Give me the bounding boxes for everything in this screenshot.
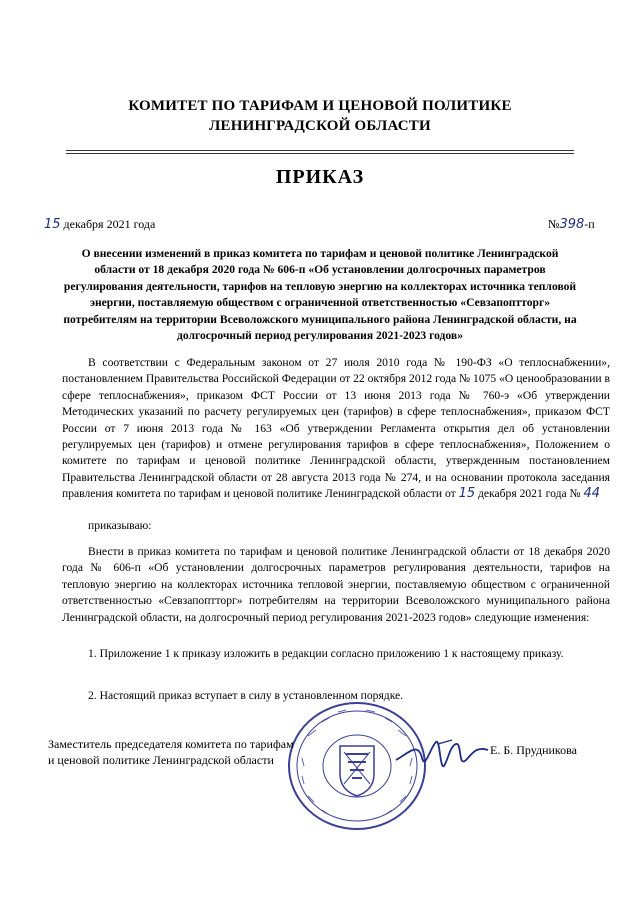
order-date-rest: декабря 2021 года [63, 217, 156, 231]
signatory-position-line2: и ценовой политике Ленинградской области [48, 753, 274, 767]
signatory-name: Е. Б. Прудникова [490, 743, 577, 757]
item-1: 1. Приложение 1 к приказу изложить в редакции согласно приложению 1 к настоящему приказу. [88, 647, 564, 660]
order-date [44, 216, 155, 233]
signatory-position-line1: Заместитель председателя комитета по тарифам [48, 737, 294, 751]
handwritten-signature [392, 730, 492, 780]
order-number-value: 398 [559, 217, 585, 232]
order-number-prefix: № [548, 217, 560, 231]
committee-name-line1: КОМИТЕТ ПО ТАРИФАМ И ЦЕНОВОЙ ПОЛИТИКЕ [128, 98, 512, 114]
committee-name-line2: ЛЕНИНГРАДСКОЙ ОБЛАСТИ [209, 118, 431, 134]
document-type: ПРИКАЗ [275, 166, 365, 188]
orders-word: приказываю: [88, 519, 152, 532]
header-rule-bottom [66, 153, 574, 154]
signatory-position [48, 736, 294, 768]
protocol-number: 44 [583, 486, 601, 502]
header-rule-top [66, 150, 574, 151]
order-number-suffix: -п [584, 217, 595, 231]
amendment-paragraph: Внести в приказ комитета по тарифам и ценовой политике Ленинградской области от 18 декабря 2020 года № 606-п «Об установлении долгосрочных параметров регулирования деятельности, тарифов на тепловую энергию на коллекторах источника тепловой энергии, поставляемую обществом с ограниченной ответственностью «Севзапоптторг» потребителям на территории Всеволожского муниципального района Ленинградской области, на долгосрочный период регулирования 2021-2023 годов» следующие изменения: [62, 545, 610, 624]
order-title: О внесении изменений в приказ комитета по тарифам и ценовой политике Ленинградской области от 18 декабря 2020 года № 606-п «Об установлении долгосрочных параметров регулирования деятельности, тарифов на тепловую энергию на коллекторах источника тепловой энергии, поставляемую обществом с ограниченной ответственностью «Севзапоптторг» потребителям на территории Всеволожского муниципального района Ленинградской области, на долгосрочный период регулирования 2021-2023 годов» [63, 247, 577, 343]
preamble-text: В соответствии с Федеральным законом от 27 июля 2010 года № 190-ФЗ «О теплоснабжении», постановлением Правительства Российской Федерации от 22 октября 2012 года № 1075 «О ценообразовании в сфере теплоснабжения», приказом ФСТ России от 13 июня 2013 года № 760-э «Об утверждении Методических указаний по расчету регулируемых цен (тарифов) в сфере теплоснабжения», приказом ФСТ России от 7 июня 2013 года № 163 «Об утверждении Регламента открытия дел об установлении регулируемых цен (тарифов) и отмене регулирования тарифов в сфере теплоснабжения», Положением о комитете по тарифам и ценовой политике Ленинградской области, утвержденным постановлением Правительства Ленинградской области от 28 августа 2013 года № 274, и на основании протокола заседания правления комитета по тарифам и ценовой политике Ленинградской области от [62, 356, 610, 501]
order-date-day: 15 [44, 217, 61, 232]
preamble [62, 355, 610, 503]
order-number [548, 216, 595, 233]
protocol-day: 15 [458, 486, 476, 502]
coat-of-arms-icon [340, 746, 374, 796]
item-2: 2. Настоящий приказ вступает в силу в установленном порядке. [88, 689, 404, 702]
protocol-month: декабря 2021 года № [478, 487, 581, 501]
